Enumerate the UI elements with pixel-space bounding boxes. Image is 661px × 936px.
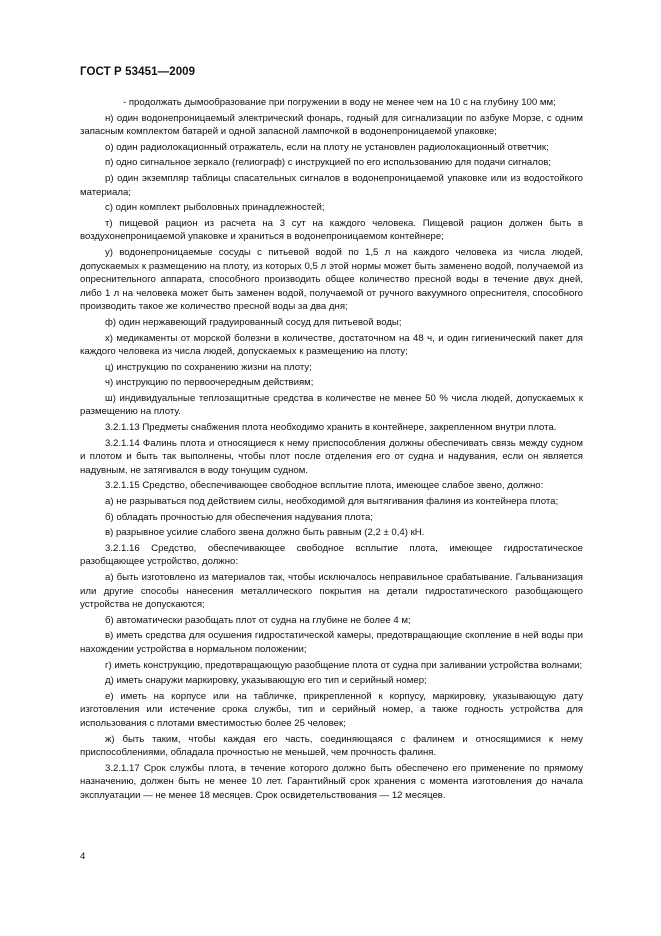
paragraph: х) медикаменты от морской болезни в количестве, достаточном на 48 ч, и один гигиенический пакет для каждого человека из числа людей, допускаемых к размещению на плоту; <box>80 332 583 358</box>
paragraph: с) один комплект рыболовных принадлежностей; <box>105 202 325 214</box>
paragraph: б) обладать прочностью для обеспечения надувания плота; <box>105 511 373 523</box>
clause-3-2-1-15: 3.2.1.15 Средство, обеспечивающее свободное всплытие плота, имеющее слабое звено, должно: <box>105 480 544 492</box>
paragraph: г) иметь конструкцию, предотвращающую разобщение плота от судна при заливании устройства волнами; <box>105 659 583 671</box>
paragraph: ф) один нержавеющий градуированный сосуд для питьевой воды; <box>105 316 402 328</box>
paragraph: в) разрывное усилие слабого звена должно быть равным (2,2 ± 0,4) кН. <box>105 527 425 539</box>
paragraph: п) одно сигнальное зеркало (гелиограф) с инструкцией по его использованию для подачи сигналов; <box>105 157 552 169</box>
page-number: 4 <box>80 851 86 862</box>
paragraph: в) иметь средства для осушения гидростатической камеры, предотвращающие скопление в ней воды при нахождении устройства в нормальном положении; <box>80 630 583 655</box>
paragraph: у) водонепроницаемые сосуды с питьевой водой по 1,5 л на каждого человека из числа людей, допускаемых к размещению на плоту, из которых 0,5 л этой нормы может быть заменено водой, получаемой из опреснительного аппарата, способного производить общее количество пресной воды в течение двух дней, либо 1 л на человека может быть заменен водой, получаемой от ручного вакуумного опреснителя, способного производить такое же количество пресной воды за два дня; <box>80 246 583 313</box>
paragraph: н) один водонепроницаемый электрический фонарь, годный для сигнализации по азбуке Морзе, с одним запасным комплектом батарей и одной запасной лампочкой в водонепроницаемой упаковке; <box>80 112 583 138</box>
paragraph: ж) быть таким, чтобы каждая его часть, соединяющаяся с фалинем и относящимися к нему приспособлениями, обладала прочностью не меньшей, чем прочность фалиня. <box>80 733 583 759</box>
paragraph: а) не разрываться под действием силы, необходимой для вытягивания фалиня из контейнера плота; <box>105 496 559 508</box>
clause-3-2-1-16: 3.2.1.16 Средство, обеспечивающее свободное всплытие плота, имеющее гидростатическое разобщающее устройство, должно: <box>80 542 583 568</box>
document-body <box>80 96 583 803</box>
paragraph: д) иметь снаружи маркировку, указывающую его тип и серийный номер; <box>105 675 427 687</box>
paragraph: ш) индивидуальные теплозащитные средства в количестве не менее 50 % числа людей, допускаемых к размещению на плоту. <box>80 392 583 418</box>
paragraph: о) один радиолокационный отражатель, если на плоту не установлен радиолокационный ответчик; <box>105 141 549 153</box>
paragraph: а) быть изготовлено из материалов так, чтобы исключалось неправильное срабатывание. Гальванизация или другие способы нанесения металлического покрытия на детали гидростатического разобщающего устройства не допускаются; <box>80 572 583 611</box>
paragraph: е) иметь на корпусе или на табличке, прикрепленной к корпусу, маркировку, указывающую дату изготовления или истечение срока службы, тип и серийный номер, а также годность устройства для использования с плотами вместимостью более 25 человек; <box>80 690 583 729</box>
paragraph: ч) инструкцию по первоочередным действиям; <box>105 377 314 389</box>
clause-3-2-1-13: 3.2.1.13 Предметы снабжения плота необходимо хранить в контейнере, закрепленном внутри плота. <box>105 422 557 434</box>
paragraph: б) автоматически разобщать плот от судна на глубине не более 4 м; <box>105 614 411 626</box>
clause-3-2-1-14: 3.2.1.14 Фалинь плота и относящиеся к нему приспособления должны обеспечивать связь между судном и плотом и быть так выполнены, чтобы плот после отделения его от судна и надувания, если он является надувным, не затягивался в воду тонущим судном. <box>80 437 583 476</box>
standard-header: ГОСТ Р 53451—2009 <box>80 66 196 78</box>
paragraph: - продолжать дымообразование при погружении в воду не менее чем на 10 с на глубину 100 мм; <box>123 97 556 108</box>
paragraph: т) пищевой рацион из расчета на 3 сут на каждого человека. Пищевой рацион должен быть в воздухонепроницаемой упаковке и храниться в водонепроницаемом контейнере; <box>80 217 583 243</box>
paragraph: ц) инструкцию по сохранению жизни на плоту; <box>105 361 312 373</box>
paragraph: р) один экземпляр таблицы спасательных сигналов в водонепроницаемой упаковке или из водостойкого материала; <box>80 172 583 198</box>
clause-3-2-1-17: 3.2.1.17 Срок службы плота, в течение которого должно быть обеспечено его применение по прямому назначению, должен быть не менее 10 лет. Гарантийный срок хранения с момента изготовления до начала эксплуатации — не менее 18 месяцев. Срок освидетельствования — 12 месяцев. <box>80 762 583 801</box>
